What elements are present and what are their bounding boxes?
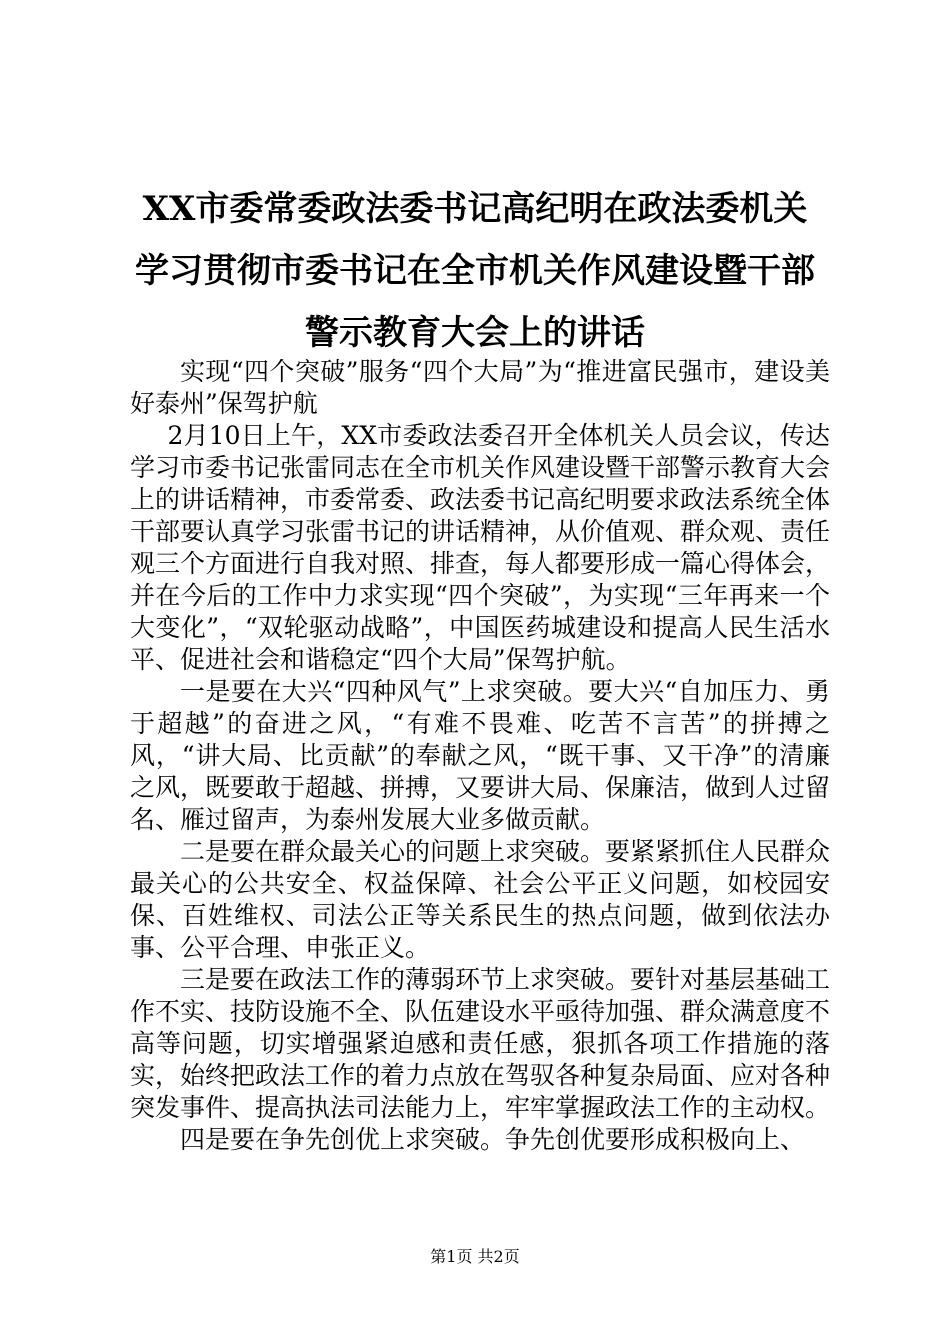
title-line-1: XX市委常委政法委书记高纪明在政法委机关 [142,189,808,229]
paragraph-subtitle: 实现“四个突破”服务“四个大局”为“推进富民强市，建设美好泰州”保驾护航 [130,357,830,418]
title-line-3: 警示教育大会上的讲话 [305,313,645,353]
page-footer: 第1页 共2页 [430,1247,520,1266]
title-line-2: 学习贯彻市委书记在全市机关作风建设暨干部 [135,251,815,291]
paragraph: 二是要在群众最关心的问题上求突破。要紧紧抓住人民群众最关心的公共安全、权益保障、社会公平正义问题，如校园安保、百姓维权、司法公正等关系民生的热点问题，做到依法办事、公平合理、申张正义。 [130,837,831,962]
paragraph: 2月10日上午，XX市委政法委召开全体机关人员会议，传达学习市委书记张雷同志在全市机关作风建设暨干部警示教育大会上的讲话精神，市委常委、政法委书记高纪明要求政法系统全体干部要认真学习张雷书记的讲话精神，从价值观、群众观、责任观三个方面进行自我对照、排查，每人都要形成一篇心得体会，并在今后的工作中力求实现“四个突破”，为实现“三年再来一个大变化”，“双轮驱动战略”，中国医药城建设和提高人民生活水平、促进社会和谐稳定“四个大局”保驾护航。 [130,421,831,674]
document-title [100,178,850,364]
paragraph: 一是要在大兴“四种风气”上求突破。要大兴“自加压力、勇于超越”的奋进之风，“有难不畏难、吃苦不言苦”的拼搏之风，“讲大局、比贡献”的奉献之风，“既干事、又干净”的清廉之风，既要敢于超越、拼搏，又要讲大局、保廉洁，做到人过留名、雁过留声，为泰州发展大业多做贡献。 [130,677,831,834]
paragraph: 三是要在政法工作的薄弱环节上求突破。要针对基层基础工作不实、技防设施不全、队伍建设水平亟待加强、群众满意度不高等问题，切实增强紧迫感和责任感，狠抓各项工作措施的落实，始终把政法工作的着力点放在驾驭各种复杂局面、应对各种突发事件、提高执法司法能力上，牢牢掌握政法工作的主动权。 [130,965,831,1122]
paragraph: 四是要在争先创优上求突破。争先创优要形成积极向上、 [180,1125,806,1154]
document-body [130,356,830,1156]
